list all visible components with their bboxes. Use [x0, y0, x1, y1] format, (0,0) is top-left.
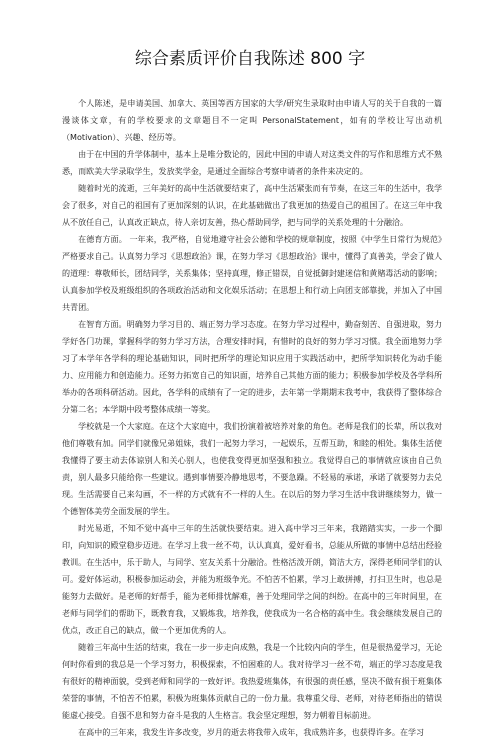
- document-body: [62, 95, 442, 741]
- paragraph: 由于在中国的升学体制中，基本上是唯分数论的，因此中国的申请人对这类文件的写作和思维方式不熟悉，而欧美大学录取学生，发放奖学金，是通过全面综合考察申请者的条件来决定的。: [62, 150, 442, 176]
- document-title: 综合素质评价自我陈述 800 字: [134, 49, 366, 69]
- paragraph: 在德育方面。 一年来，我严格，自觉地遵守社会公德和学校的规章制度，按照《中学生日常行为规范》严格要求自己。认真努力学习《思想政治》课，在努力学习《思想政治》课中，懂得了真善美，学会了做人的道理：尊敬师长，团结同学，关系集体；坚持真理，修正错误，自觉抵御封建迷信和黄赌毒活动的影响；认真参加学校及班级组织的各项政治活动和文化娱乐活动；在思想上和行动上向团支部靠拢，并加入了中国共青团。: [62, 235, 442, 312]
- paragraph: 在高中的三年来，我发生许多改变，岁月的逝去将我带入成年，我成熟许多，也获得许多。在学习: [78, 728, 425, 737]
- paragraph: 随着时光的流逝，三年美好的高中生活就要结束了，高中生活紧张而有节奏，在这三年的生活中，我学会了很多，对自己的祖国有了更加深刻的认识，在此基础做出了我更加的热爱自己的祖国了。在这三年中我从不放任自己，认真改正缺点，待人亲切友善，热心帮助同学，把与同学的关系处理的十分融洽。: [62, 184, 442, 227]
- paragraph: 在智育方面。明确努力学习目的、端正努力学习态度。在努力学习过程中，勤奋刻苦、自强进取，努力学好各门功课，掌握科学的努力学习方法，合理安排时间，有惜时的良好的努力学习习惯。我全面地努力学习了本学年各学科的理论基础知识，同时把所学的理论知识应用于实践活动中，把所学知识转化为动手能力、应用能力和创造能力。还努力拓宽自己的知识面，培养自己其他方面的能力；积极参加学校及各学科所举办的各项科研活动。因此，各学科的成绩有了一定的进步，去年第一学期期末我考中，我获得了整体综合分第二名；本学期中段考整体成绩一等奖。: [62, 320, 442, 414]
- paragraph: 随着三年高中生活的结束，我在一步一步走向成熟，我是一个比较内向的学生，但是很热爱学习，无论何时你看到的我总是一个学习努力，积极探索，不怕困难的人。我对待学习一丝不苟，端正的学习态度是我有很好的精神面貌，受到老师和同学的一致好评。我热爱班集体，有很强的责任感，坚决不做有损于班集体荣誉的事情，不怕苦不怕累，积极为班集体贡献自己的一份力量。我尊重父母、老师，对待老师指出的错误能虚心接受。自强不息和努力奋斗是我的人生格言。我会坚定理想，努力朝着目标前进。: [62, 643, 442, 720]
- paragraph: 个人陈述，是申请美国、加拿大、英国等西方国家的大学/研究生录取时由申请人写的关于自我的一篇漫谈体文章，有的学校要求的文章题目不一定叫 PersonalStatement，如有的学校让写出动机（Motivation）、兴趣、经历等。: [62, 99, 442, 142]
- paragraph: 时光易逝，不知不觉中高中三年的生活就快要结束。进入高中学习三年来，我踏踏实实，一步一个脚印，向知识的殿堂稳步迈进。在学习上我一丝不苟，认认真真，爱好看书，总能从所做的事情中总结出经验教训。在生活中，乐于助人，与同学、室友关系十分融洽。性格活泼开朗，简洁大方，深得老师同学们的认可。爱好体运动，积极参加运动会，并能为班级争光。不怕苦不怕累，学习上敢拼搏，打扫卫生时，也总是能努力去做好。是老师的好帮手，能为老师排忧解难，善于处理同学之间的纠纷。在高中的三年时间里，在老师与同学们的帮助下，既教育我，又锻炼我，培养我，使我成为一名合格的高中生。我会继续发展自己的优点，改正自己的缺点，做一个更加优秀的人。: [62, 524, 442, 635]
- paragraph: 学校就是一个大家庭。在这个大家庭中，我们扮演着被培养对象的角色。老师是我们的长辈，所以我对他们尊敬有加。同学们就像兄弟姐妹，我们一起努力学习，一起娱乐，互帮互助，和睦的相处。集体生活使我懂得了要主动去体谅别人和关心别人，也使我变得更加坚强和独立。我觉得自己的事情就应该由自己负责，别人最多只能给你一些建议。遇到事情要冷静地思考，不要急躁。不轻易的承诺，承诺了就要努力去兑现。生活需要自己来勾画，不一样的方式就有不一样的人生。在以后的努力学习生活中我讲继续努力，做一个德智体美劳全面发展的学生。: [62, 422, 442, 516]
